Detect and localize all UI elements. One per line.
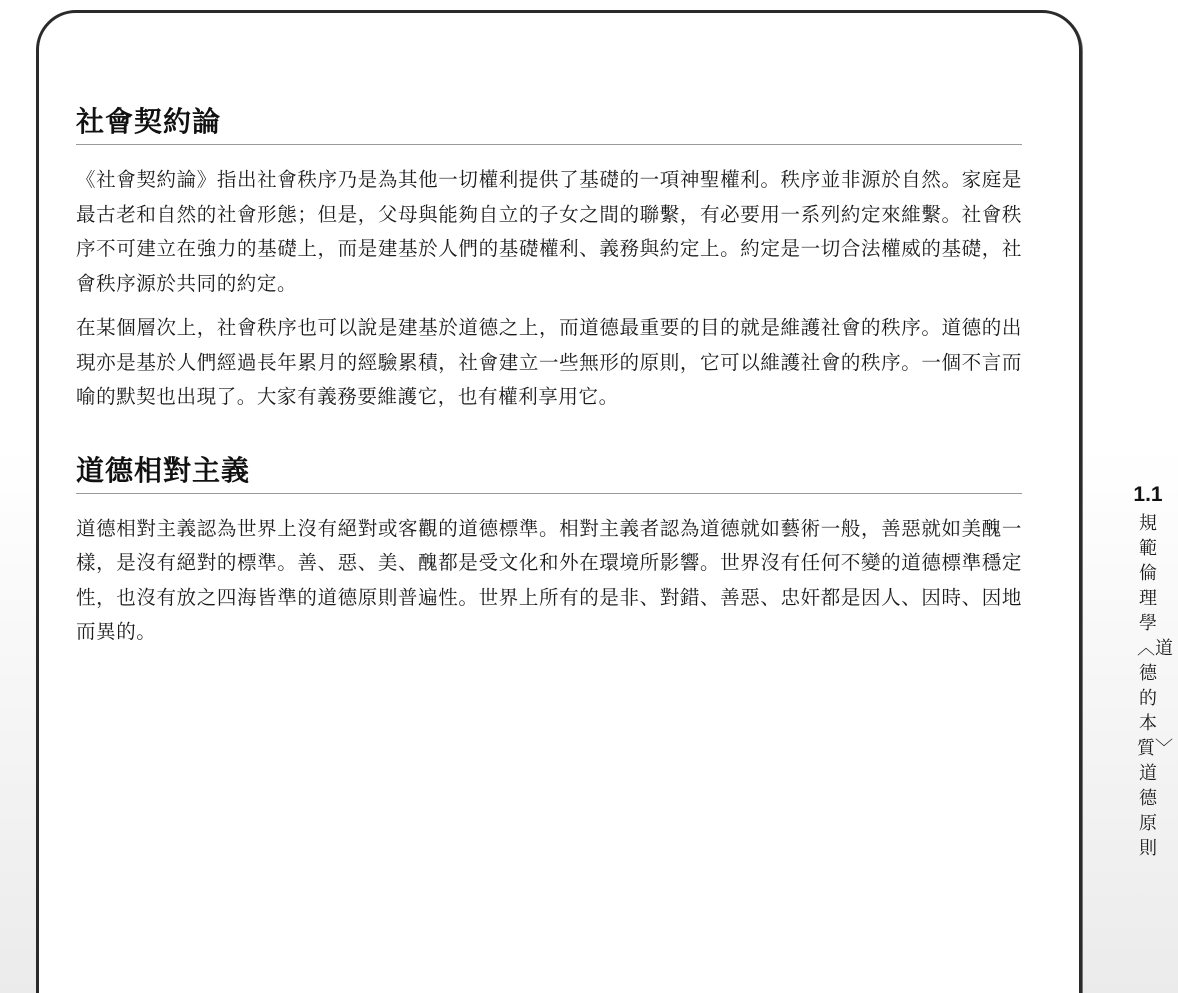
- chapter-title-vertical: 規範倫理學︿道德的本質﹀道德原則: [1137, 513, 1173, 859]
- paragraph: 《社會契約論》指出社會秩序乃是為其他一切權利提供了基礎的一項神聖權利。秩序並非源於自然。家庭是最古老和自然的社會形態；但是，父母與能夠自立的子女之間的聯繫，有必要用一系列約定來維繫。社會秩序不可建立在強力的基礎上，而是建基於人們的基礎權利、義務與約定上。約定是一切合法權威的基礎，社會秩序源於共同的約定。: [76, 168, 1022, 295]
- chapter-number: 1.1: [1133, 483, 1163, 506]
- paragraph: 在某個層次上，社會秩序也可以說是建基於道德之上，而道德最重要的目的就是維護社會的秩序。道德的出現亦是基於人們經過長年累月的經驗累積，社會建立一些無形的原則，它可以維護社會的秩序。一個不言而喻的默契也出現了。大家有義務要維護它，也有權利享用它。: [76, 316, 1022, 408]
- main-content: [76, 100, 1022, 660]
- section-social-contract: [76, 100, 1022, 415]
- section-title: 社會契約論: [76, 100, 1022, 145]
- section-moral-relativism: [76, 449, 1022, 650]
- chapter-side-tab: [1118, 483, 1178, 861]
- paragraph: 道德相對主義認為世界上沒有絕對或客觀的道德標準。相對主義者認為道德就如藝術一般，善惡就如美醜一樣，是沒有絕對的標準。善、惡、美、醜都是受文化和外在環境所影響。世界沒有任何不變的道德標準穩定性，也沒有放之四海皆準的道德原則普遍性。世界上所有的是非、對錯、善惡、忠奸都是因人、因時、因地而異的。: [76, 516, 1022, 643]
- section-title: 道德相對主義: [76, 449, 1022, 494]
